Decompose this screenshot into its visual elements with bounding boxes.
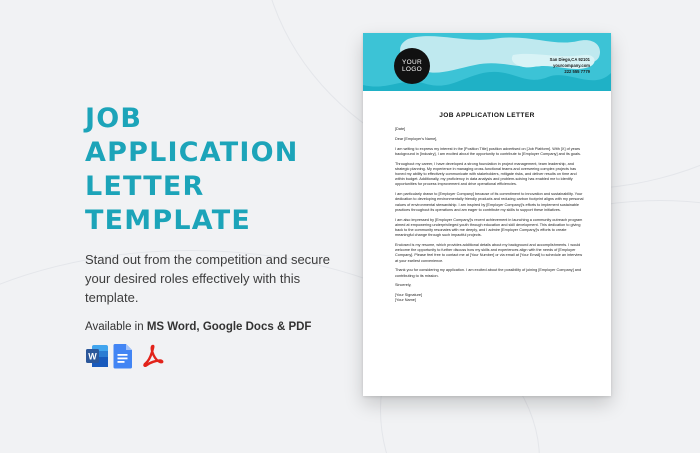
- logo-line: YOUR: [402, 59, 422, 66]
- tagline: Stand out from the competition and secure your desired roles effectively with this template.: [85, 252, 330, 305]
- ms-word-icon[interactable]: [85, 343, 107, 369]
- headline: [85, 102, 345, 238]
- contact-address: San Diego,CA 92101: [549, 57, 590, 62]
- pdf-icon[interactable]: [141, 343, 163, 369]
- contact-phone: 222 555 7779: [564, 69, 590, 74]
- document-title: JOB APPLICATION LETTER: [439, 112, 535, 119]
- letter-signature: [Your Signature] [Your Name]: [395, 293, 423, 303]
- availability-text: [85, 321, 345, 333]
- logo-line: LOGO: [402, 66, 422, 73]
- letter-paragraph: Enclosed is my resume, which provides additional details about my background and accomplishments. I would welcome the opportunity to further discuss how my skills and experiences align with the needs of [Employer Company]. Please feel free to contact me at [Your Number] or via email at [Your Email] to schedule an interview at your earliest convenience.: [395, 243, 583, 263]
- letter-paragraph: I am particularly drawn to [Employer Company] because of its commitment to innovation and sustainability. Your dedication to developing environmentally friendly products and reducing carbon footprint aligns with my personal values of environmental stewardship. I am inspired by [Employer Company]'s efforts to implement sustainable practices throughout its operations and am eager to contribute my skills to support these initiatives.: [395, 192, 584, 212]
- company-contact: [550, 57, 590, 75]
- availability-formats: MS Word, Google Docs & PDF: [146, 321, 312, 333]
- letter-document-preview: [363, 33, 611, 396]
- company-logo-placeholder: [394, 48, 430, 84]
- letter-body: [395, 127, 585, 308]
- app-icons: [85, 343, 345, 369]
- promo-panel: [85, 102, 345, 369]
- svg-text:W: W: [88, 351, 97, 362]
- letter-paragraph: Throughout my career, I have developed a strong foundation in project management, team leadership, and strategic planning. My experience in managing cross-functional teams and overseeing complex projects has honed my ability to effectively communicate with stakeholders, mitigate risks, and deliver results on time and within budget. Additionally, my proficiency in data analysis and problem-solving has enabled me to identify opportunities for process improvement and drive operational efficiencies.: [395, 161, 577, 187]
- contact-website: yourcompany.com: [553, 63, 590, 68]
- headline-line: JOB: [85, 103, 143, 134]
- availability-prefix: Available in: [85, 321, 147, 333]
- headline-line: APPLICATION: [85, 137, 299, 168]
- letter-paragraph: I am also impressed by [Employer Company]'s recent achievement in launching a community outreach program aimed at empowering underprivileged youth through education and skill development. This dedication to giving back to the community resonates with me deeply, and I admire [Employer Company]'s efforts to create meaningful change through such impactful projects.: [395, 217, 583, 238]
- letter-paragraph: Sincerely,: [395, 283, 412, 288]
- letter-paragraph: [Date]: [395, 127, 406, 131]
- letter-paragraph: Dear [Employer's Name],: [395, 136, 438, 141]
- google-docs-icon[interactable]: [113, 343, 135, 369]
- letter-paragraph: Thank you for considering my application. I am excited about the possibility of joining [Employer Company] and contributing to its mission.: [395, 268, 582, 278]
- headline-line: LETTER: [85, 171, 205, 202]
- headline-line: TEMPLATE: [85, 205, 251, 236]
- letter-paragraph: I am writing to express my interest in the [Position Title] position advertised on [Job Platform]. With [X] of years background in [Industry], I am excited about the opportunity to contribute to [Employer Company] and its goals.: [395, 146, 581, 156]
